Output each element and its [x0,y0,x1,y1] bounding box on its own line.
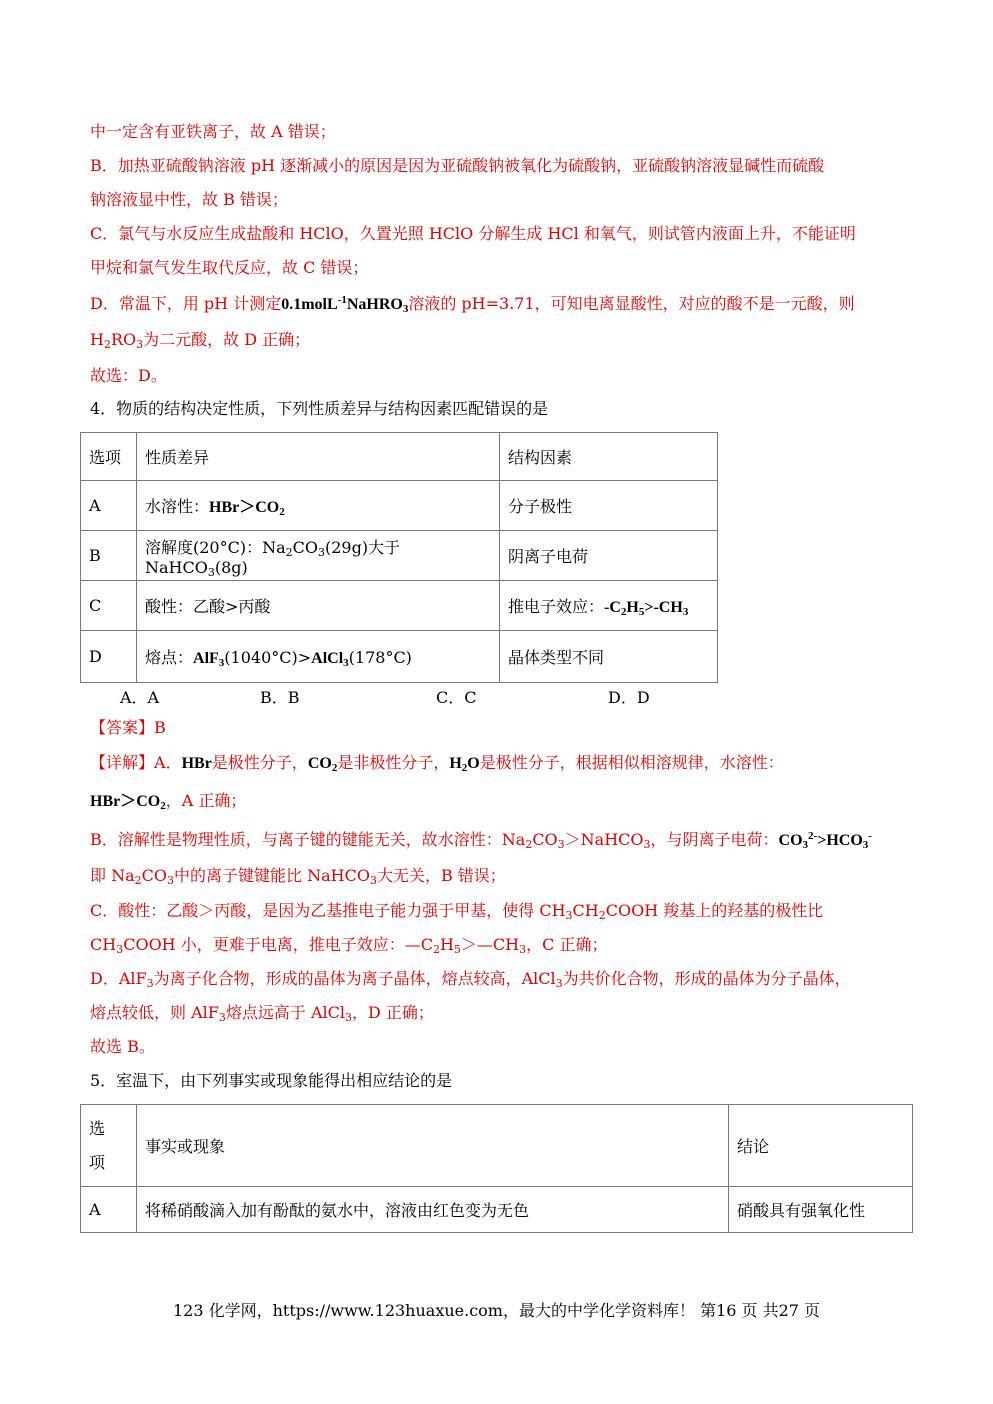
option-cell: B [81,531,137,581]
header-cell: 结构因素 [500,433,718,481]
answer-line [90,718,166,738]
explanation-line [90,190,288,210]
detail-text: ＞—CH [460,935,520,954]
q4-table [80,432,718,683]
detail-text: CH [572,901,599,920]
property-cell: 酸性：乙酸>丙酸 [137,581,500,631]
subscript: 3 [862,839,869,851]
subscript: 2 [103,338,111,351]
explanation-text: 溶液的 pH=3.71，可知电离显酸性，对应的酸不是一元酸，则 [408,294,855,313]
subscript: 3 [682,606,689,618]
detail-label: 【详解】 [90,753,155,772]
formula [604,599,688,616]
formula [449,755,479,772]
detail-text: CH [90,935,117,954]
factor-cell: 分子极性 [500,481,718,531]
option-cell: D [81,631,137,683]
factor-cell: 晶体类型不同 [500,631,718,683]
cell-text: (178°C) [348,648,412,667]
answer-choice [90,366,167,386]
subscript: 3 [519,943,527,956]
cell-text: 溶解度(20°C)：Na [145,537,286,557]
detail-text: B．溶解性是物理性质，与离子键的键能无关，故水溶性：Na [90,830,526,849]
formula-part: CO [307,755,332,772]
formula [311,650,349,667]
formula-part: H [449,755,462,772]
subscript: 3 [402,303,409,315]
detail-text: ，C 正确； [526,935,608,954]
subscript: 3 [343,657,349,669]
subscript: 2 [620,606,627,618]
formula-part: HBr＞CO [209,499,280,516]
explanation-line [90,294,855,315]
detail-text: 为共价化合物，形成的晶体为分子晶体， [562,969,851,988]
cell-text: 推电子效应： [508,597,605,616]
option-c[interactable]: C．C [436,688,477,707]
explanation-text: C．氯气与水反应生成盐酸和 HClO，久置光照 HClO 分解生成 HCl 和氧气，则试管内液面上升，不能证明 [90,224,856,243]
subscript: 3 [557,838,565,851]
cell-text: 水溶性： [145,497,210,516]
q5-table [80,1104,913,1233]
formula [779,832,872,849]
option-cell: A [81,1187,137,1233]
subscript: 2 [432,943,440,956]
cell-text: (8g) [214,557,248,577]
explanation-text: 为二元酸，故 D 正确； [143,330,311,349]
formula-part: >-CH [644,599,683,616]
subscript: 3 [167,874,174,887]
option-cell: C [81,581,137,631]
formula [281,296,408,313]
superscript: - [868,830,872,842]
explanation-line [90,258,368,278]
subscript: 3 [136,338,144,351]
explanation-line [90,224,856,244]
subscript: 2 [525,838,533,851]
answer-label: 【答案】 [90,718,155,737]
detail-text: 故选 B。 [90,1037,155,1056]
formula [90,793,166,810]
subscript: 3 [116,943,124,956]
subscript: 2 [461,762,468,774]
detail-line [90,866,506,886]
formula-part: H [626,599,639,616]
detail-text: 大无关，B 错误； [376,866,506,885]
table-row [81,631,718,683]
detail-text: 是极性分子， [211,753,308,772]
subscript: 5 [453,943,461,956]
explanation-line [90,156,824,176]
detail-line [90,969,851,989]
cell-text: 熔点： [145,648,194,667]
detail-text: CO [141,866,167,885]
subscript: 2 [598,909,606,922]
subscript: 3 [318,545,325,559]
detail-text: C．酸性：乙酸＞丙酸，是因为乙基推电子能力强于甲基，使得 CH [90,901,566,920]
formula [308,755,338,772]
detail-text: ，与阴离子电荷： [650,830,779,849]
formula-part: RO [110,330,137,349]
detail-text: 是非极性分子， [337,753,450,772]
detail-text: ，D 正确； [352,1003,434,1022]
table-row [81,1187,913,1233]
table-row [81,581,718,631]
option-b[interactable]: B．B [260,688,300,707]
subscript: 3 [218,1011,226,1024]
subscript: 3 [345,1011,352,1024]
cell-text: CO [292,537,318,557]
header-cell: 性质差异 [137,433,500,481]
superscript: -1 [337,294,347,306]
fact-cell: 将稀硝酸滴入加有酚酞的氨水中，溶液由红色变为无色 [137,1187,729,1233]
table-row [81,481,718,531]
header-cell: 选项 [81,433,137,481]
formula-part: HBr＞CO [90,793,161,810]
header-cell [81,1105,137,1187]
header-cell: 结论 [729,1105,913,1187]
property-cell [137,481,500,531]
option-cell: A [81,481,137,531]
conclusion-cell: 硝酸具有强氧化性 [729,1187,913,1233]
subscript: 2 [279,506,285,518]
detail-line [90,935,607,955]
formula-part: H [90,330,104,349]
subscript: 3 [565,909,573,922]
detail-line [90,1003,434,1023]
detail-text: COOH 羧基上的羟基的极性比 [605,901,824,920]
formula-part: NaHRO [346,296,403,313]
subscript: 3 [802,839,809,851]
detail-text: 熔点远高于 AlCl [225,1003,345,1022]
formula-part: AlCl [311,650,344,667]
superscript: 2- [808,830,818,842]
explanation-text: D．常温下，用 pH 计测定 [90,294,282,313]
cell-text: (1040°C)> [224,648,312,667]
detail-text: 即 Na [90,866,135,885]
subscript: 3 [643,838,651,851]
subscript: 2 [160,800,166,812]
subscript: 2 [331,762,338,774]
subscript: 3 [555,977,563,990]
detail-text: H [439,935,454,954]
stem-text: 5．室温下，由下列事实或现象能得出相应结论的是 [90,1071,453,1090]
explanation-text: 故选：D。 [90,366,167,385]
subscript: 3 [207,565,215,579]
detail-text: 是极性分子，根据相似相溶规律，水溶性： [479,753,784,772]
formula-part: -C [604,599,621,616]
header-cell: 事实或现象 [137,1105,729,1187]
formula: HBr [181,755,212,772]
cell-text: (29g)大于 NaHCO [145,537,401,577]
explanation-text: 钠溶液显中性，故 B 错误； [90,190,288,209]
subscript: 2 [285,545,293,559]
detail-line [90,830,872,851]
footer-text: 123 化学网，https://www.123huaxue.com，最大的中学化学资料库！ 第16 页 共27 页 [172,1301,821,1320]
cell-text: 选 [89,1118,106,1138]
detail-text: D．AlF [90,969,147,988]
detail-text: A． [154,753,182,772]
subscript: 3 [369,874,377,887]
explanation-text: 中一定含有亚铁离子，故 A 错误； [90,122,336,141]
explanation-line [90,122,336,142]
detail-text: 为离子化合物，形成的晶体为离子晶体，熔点较高，AlCl [153,969,556,988]
subscript: 2 [134,874,142,887]
formula-part: 0.1molL [281,296,338,313]
property-cell [137,531,500,581]
explanation-line [90,330,310,350]
property-cell [137,631,500,683]
formula-part: O [467,755,480,772]
formula-part: AlF [193,650,219,667]
subscript: 3 [146,977,154,990]
table-header-row [81,1105,913,1187]
detail-text: ，A 正确； [165,791,247,810]
formula-part: >HCO [817,832,863,849]
option-d[interactable]: D．D [608,688,650,707]
factor-cell [500,581,718,631]
page-footer [0,1298,993,1321]
detail-text: COOH 小，更难于电离，推电子效应：—C [123,935,433,954]
explanation-text: 甲烷和氯气发生取代反应，故 C 错误； [90,258,369,277]
option-a[interactable]: A．A [120,688,160,707]
question-stem [90,1071,452,1091]
formula-part: CO [778,832,803,849]
detail-text: 熔点较低，则 AlF [90,1003,219,1022]
table-row [81,531,718,581]
factor-cell: 阴离子电荷 [500,531,718,581]
subscript: 5 [638,606,645,618]
formula [209,499,285,516]
detail-text: 中的离子键键能比 NaHCO [174,866,370,885]
detail-line [90,753,784,774]
table-header-row [81,433,718,481]
question-stem [90,399,548,419]
stem-text: 4．物质的结构决定性质，下列性质差异与结构因素匹配错误的是 [90,399,549,418]
detail-line [90,901,823,921]
answer-choice [90,1037,155,1057]
explanation-text: B．加热亚硫酸钠溶液 pH 逐渐减小的原因是因为亚硫酸钠被氧化为硫酸钠，亚硫酸钠溶液显碱性而硫酸 [90,156,825,175]
subscript: 3 [218,657,225,669]
detail-text: ＞NaHCO [564,830,644,849]
cell-text: 项 [89,1152,106,1172]
formula [193,650,224,667]
detail-text: CO [532,830,558,849]
detail-line [90,791,246,812]
answer-value: B [154,718,166,737]
